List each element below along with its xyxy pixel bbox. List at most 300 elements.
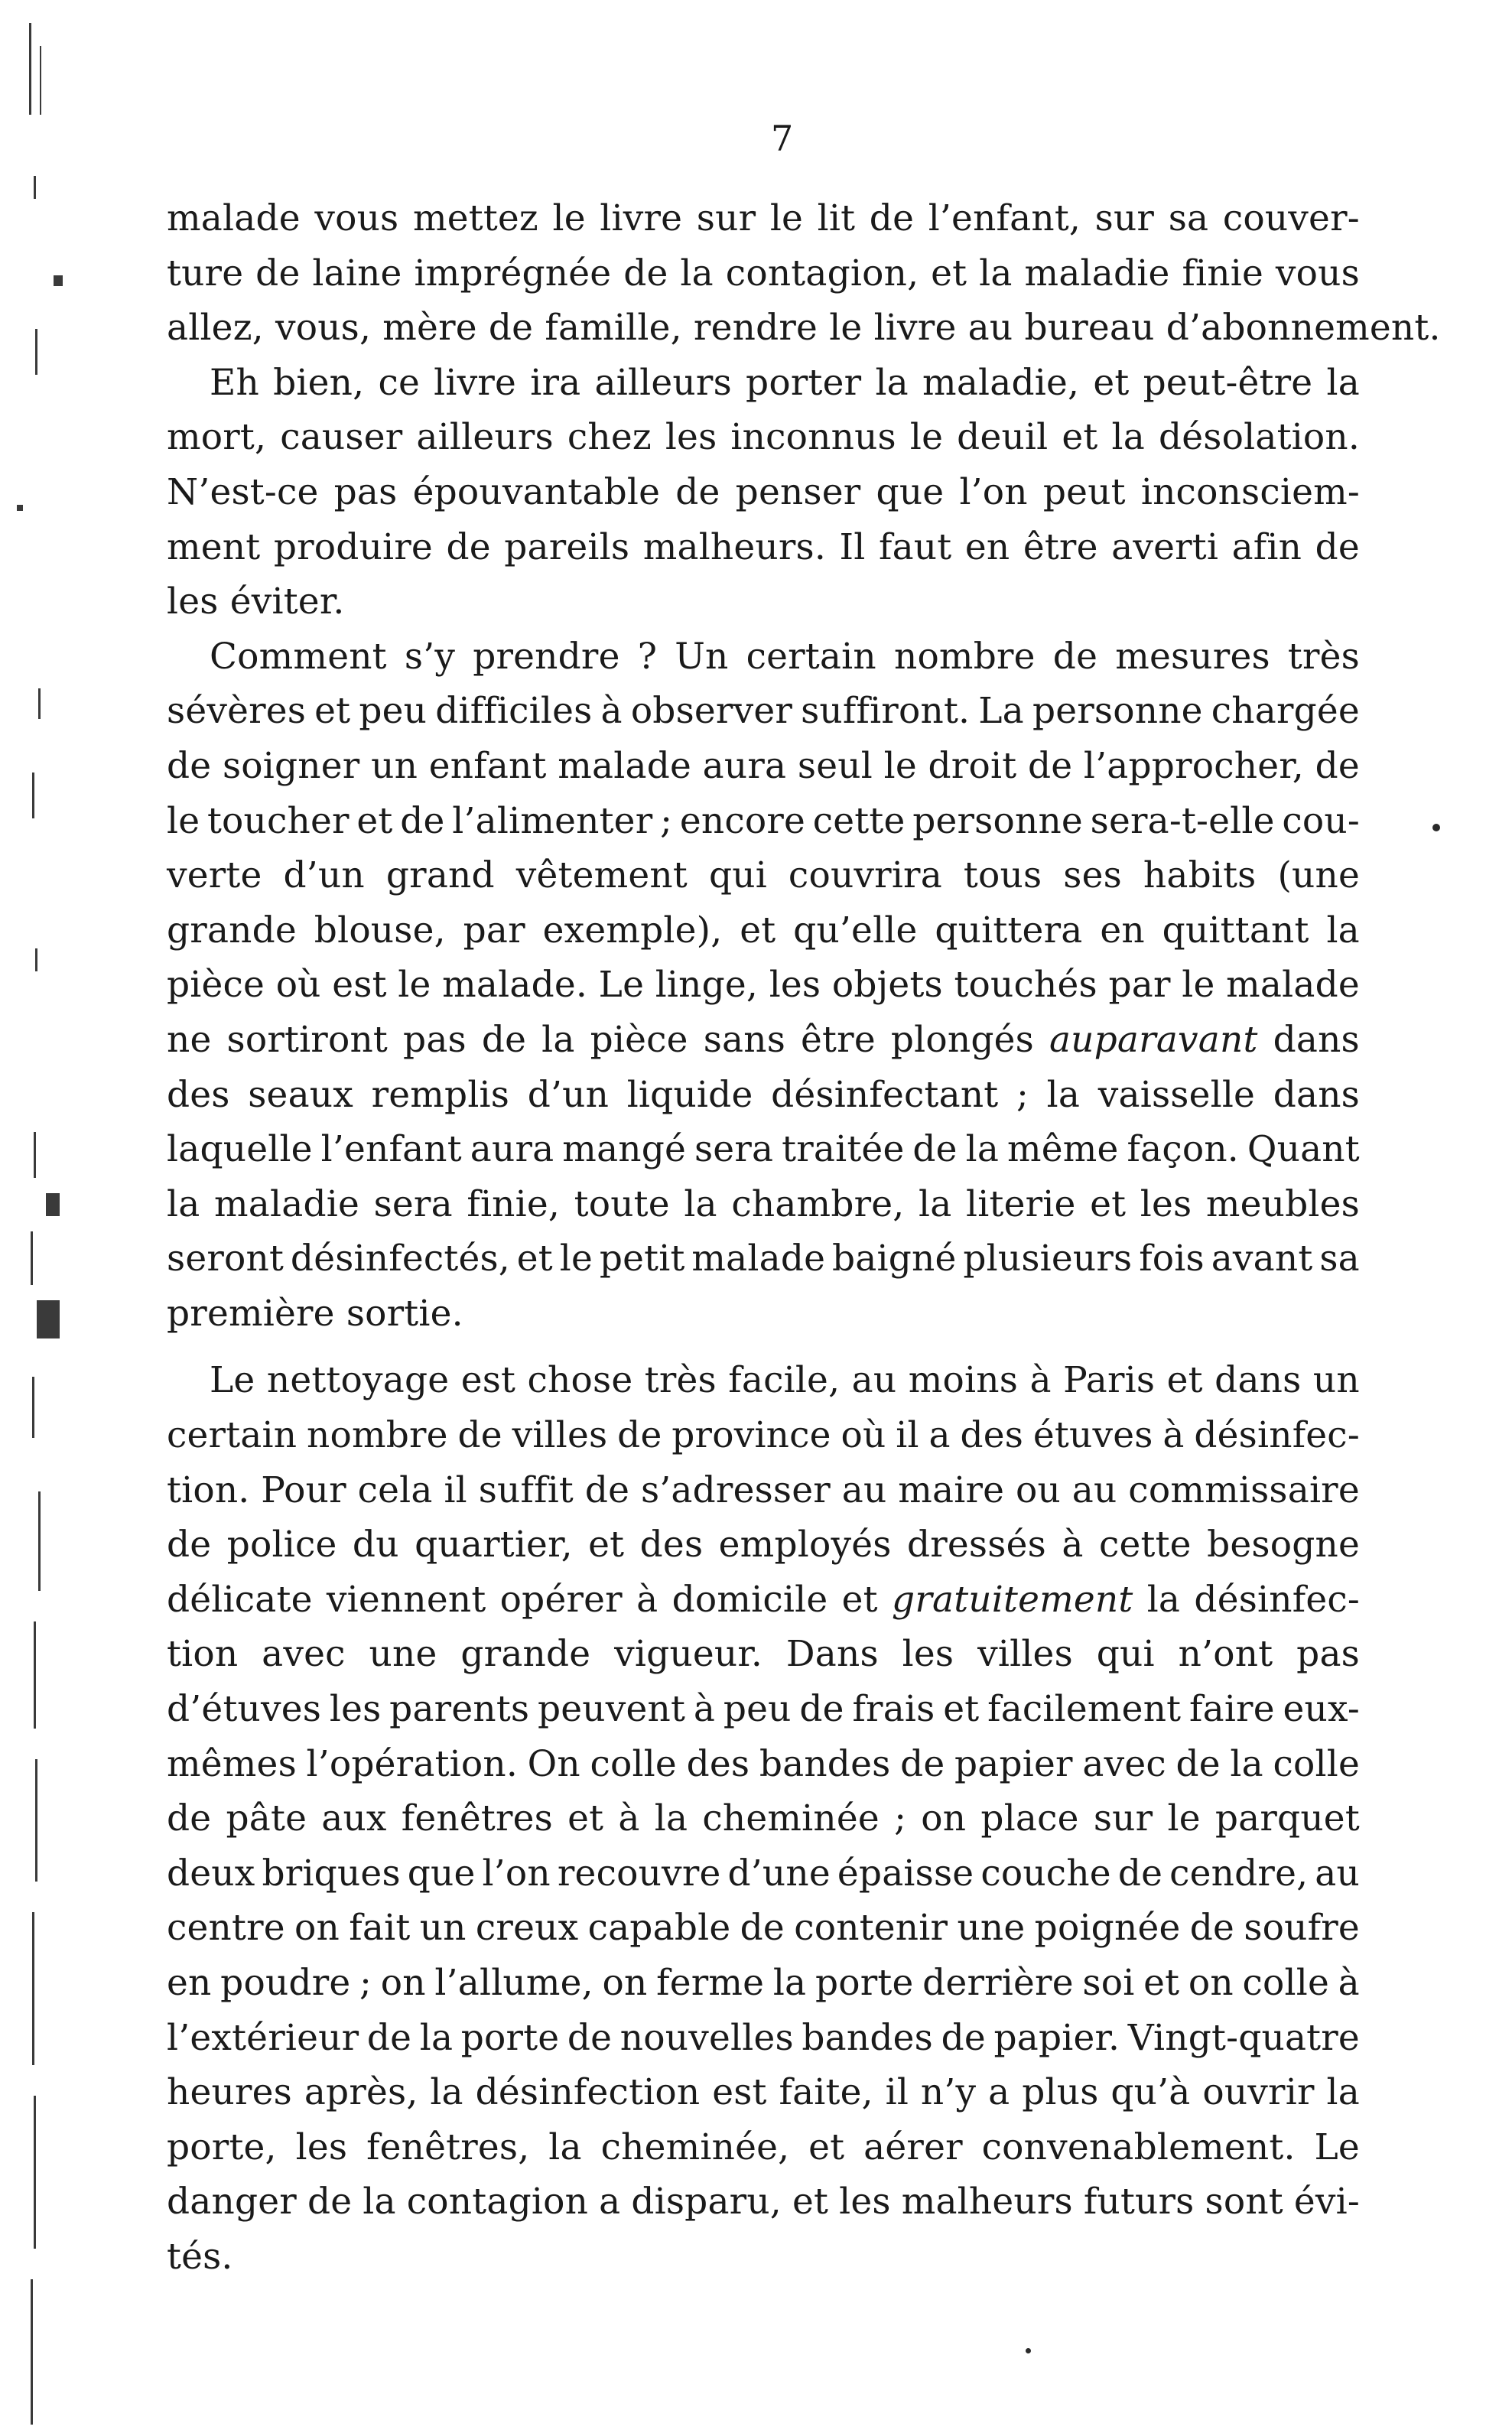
word: produire [273, 525, 433, 568]
word: vous [314, 197, 399, 239]
word: cette [812, 799, 906, 842]
word: d’un [527, 1073, 610, 1116]
text-line [167, 356, 1360, 411]
word: facile, [728, 1359, 841, 1402]
word: recouvre [557, 1852, 721, 1895]
word: colle [590, 1742, 677, 1785]
text-line [167, 2011, 1360, 2066]
word: de [617, 1414, 662, 1457]
word: aura [470, 1128, 554, 1171]
word: l’approcher, [1083, 744, 1304, 787]
word: première [167, 1292, 335, 1335]
word: chez [567, 416, 652, 459]
word: de [1027, 744, 1073, 787]
word: la [167, 1182, 200, 1225]
word: avec [1082, 1742, 1166, 1785]
text-line [167, 1463, 1360, 1518]
word: on [602, 1962, 648, 2004]
word: de [400, 799, 445, 842]
word: étuves [1032, 1414, 1153, 1457]
word: à [1338, 1962, 1360, 2004]
word: tion. [167, 1469, 250, 1511]
text-line [167, 1122, 1360, 1177]
text-line [167, 2065, 1360, 2120]
word: de [623, 252, 668, 294]
word: seaux [248, 1073, 353, 1116]
word: sortie. [346, 1292, 463, 1335]
word: objets [831, 964, 943, 1007]
word: parents [389, 1688, 530, 1731]
italic-word: auparavant [1049, 1018, 1258, 1061]
word: ses [1063, 854, 1122, 897]
word: au [967, 307, 1013, 350]
word: afin [1231, 525, 1302, 568]
word: désinfection [475, 2071, 701, 2114]
word: on [921, 1797, 967, 1840]
word: l’extérieur [167, 2016, 359, 2059]
word: cheminée, [600, 2126, 790, 2168]
text-line [167, 1177, 1360, 1232]
word: de [446, 525, 491, 568]
word: papier [954, 1742, 1073, 1785]
word: sans [703, 1018, 786, 1061]
word: l’enfant [320, 1128, 462, 1171]
word: les [295, 2126, 348, 2168]
text-line [167, 1286, 1360, 1342]
word: inconsciem- [1140, 470, 1360, 513]
word: la [1326, 2071, 1360, 2114]
word: et [1143, 1962, 1180, 2004]
word: délicate [167, 1578, 313, 1621]
word: sortiront [226, 1018, 389, 1061]
word: deux [167, 1852, 255, 1895]
word: pareils [504, 525, 630, 568]
word: et [841, 1578, 878, 1621]
word: convenablement. [981, 2126, 1296, 2168]
word: Un [675, 635, 729, 678]
word: plusieurs [963, 1238, 1133, 1280]
word: briques [262, 1852, 401, 1895]
word: a [988, 2071, 1010, 2114]
word: qui [1096, 1633, 1155, 1676]
word: lit [817, 197, 856, 239]
word: et [808, 2126, 845, 2168]
word: avant [1211, 1238, 1313, 1280]
word: Le [1314, 2126, 1360, 2168]
word: ouvrir [1202, 2071, 1315, 2114]
word: des [960, 1414, 1024, 1457]
word: de [799, 1688, 844, 1731]
word: ira [530, 361, 581, 404]
text-line [167, 1068, 1360, 1123]
word: faite, [779, 2071, 873, 2114]
word: on [294, 1907, 340, 1950]
word: plongés [890, 1018, 1034, 1061]
word: et [356, 799, 393, 842]
word: n’ont [1178, 1633, 1273, 1676]
word: au [841, 1469, 887, 1511]
word: la [1146, 1578, 1181, 1621]
word: aérer [863, 2126, 963, 2168]
word: une [369, 1633, 437, 1676]
word: livre [434, 361, 517, 404]
word: quittant [1162, 909, 1309, 951]
word: livre [873, 307, 957, 350]
word: à [618, 1797, 640, 1840]
word: sa [1319, 1238, 1360, 1280]
word: disparu, [631, 2181, 782, 2223]
word: à [636, 1578, 658, 1621]
word: villes [977, 1633, 1073, 1676]
text-line [167, 574, 1360, 629]
word: malade. [442, 964, 588, 1007]
word: petit [599, 1238, 685, 1280]
word: personne [1032, 690, 1203, 733]
word: faire [1189, 1688, 1275, 1731]
ink-speck [1432, 824, 1440, 831]
word: après, [304, 2071, 418, 2114]
word: ; [894, 1797, 907, 1840]
word: n’y [920, 2071, 977, 2114]
word: baigné [831, 1238, 957, 1280]
word: d’un [283, 854, 365, 897]
word: derrière [922, 1962, 1074, 2004]
word: la [684, 1182, 717, 1225]
word: quartier, [415, 1524, 573, 1566]
word: besogne [1207, 1524, 1360, 1566]
word: soigner [222, 744, 360, 787]
text-line [167, 1408, 1360, 1463]
word: poudre [220, 1962, 351, 2004]
word: au [1315, 1852, 1360, 1895]
word: mort, [167, 416, 267, 459]
word: creux [475, 1907, 579, 1950]
word: la [1326, 361, 1360, 404]
word: dans [1214, 1359, 1302, 1402]
word: désinfec- [1194, 1578, 1360, 1621]
word: épaisse [837, 1852, 974, 1895]
text-line [167, 1901, 1360, 1956]
word: contagion, [725, 252, 919, 294]
word: que [876, 470, 945, 513]
word: Il [839, 525, 866, 568]
text-line [167, 629, 1360, 685]
word: droit [928, 744, 1017, 787]
word: soufre [1244, 1907, 1360, 1950]
word: et [931, 252, 967, 294]
word: Quant [1247, 1128, 1360, 1171]
word: inconnus [730, 416, 896, 459]
word: et [1062, 416, 1098, 459]
word: employés [718, 1524, 892, 1566]
word: ; [1016, 1073, 1029, 1116]
word: observer [630, 690, 793, 733]
text-line [167, 301, 1441, 356]
word: cette [1098, 1524, 1192, 1566]
word: l’enfant, [928, 197, 1081, 239]
word: de [567, 2016, 613, 2059]
word: de [1315, 525, 1360, 568]
word: la [1111, 416, 1145, 459]
word: éviter. [229, 581, 345, 623]
word: tous [963, 854, 1042, 897]
word: est [712, 2071, 767, 2114]
word: (une [1277, 854, 1360, 897]
word: la [680, 252, 714, 294]
word: et [1166, 1359, 1203, 1402]
word: être [1023, 525, 1098, 568]
word: tés. [167, 2235, 233, 2278]
word: meubles [1205, 1182, 1360, 1225]
word: nouvelles [619, 2016, 794, 2059]
word: les [769, 964, 821, 1007]
text-line [167, 2120, 1360, 2175]
word: imprégnée [414, 252, 612, 294]
word: porte [460, 2016, 560, 2059]
word: de [366, 2016, 412, 2059]
word: pièce [590, 1018, 688, 1061]
text-line [167, 684, 1360, 739]
word: de [457, 1414, 502, 1457]
word: de [1315, 744, 1360, 787]
word: les [902, 1633, 954, 1676]
word: encore [679, 799, 806, 842]
word: et [314, 690, 351, 733]
word: averti [1111, 525, 1219, 568]
word: Comment [210, 635, 387, 678]
word: couver- [1222, 197, 1360, 239]
word: On [527, 1742, 580, 1785]
word: du [352, 1524, 399, 1566]
word: et [1093, 361, 1130, 404]
word: malheurs [901, 2181, 1073, 2223]
word: le [829, 307, 863, 350]
word: la [875, 361, 909, 404]
word: sera-t-elle [1090, 799, 1275, 842]
word: ture [167, 252, 244, 294]
word: maladie [1024, 252, 1170, 294]
word: porte [815, 1962, 914, 2004]
word: linge, [655, 964, 759, 1007]
text-line [167, 191, 1360, 246]
word: à [693, 1688, 716, 1731]
word: malade [558, 744, 691, 787]
word: ailleurs [416, 416, 554, 459]
word: pièce [167, 964, 265, 1007]
word: à [1062, 1524, 1084, 1566]
word: vous [1275, 252, 1360, 294]
word: contagion [406, 2181, 589, 2223]
word: maladie [214, 1182, 359, 1225]
word: au [851, 1359, 897, 1402]
text-line [167, 1627, 1360, 1682]
word: la [363, 2181, 396, 2223]
word: et [792, 2181, 829, 2223]
word: malade [691, 1238, 826, 1280]
word: s’y [404, 635, 456, 678]
word: il [885, 2071, 909, 2114]
word: maire [898, 1469, 1005, 1511]
word: un [1312, 1359, 1360, 1402]
word: en [964, 525, 1010, 568]
word: penser [735, 470, 861, 513]
word: seul [797, 744, 873, 787]
word: Vingt-quatre [1127, 2016, 1360, 2059]
word: suffiront. [801, 690, 971, 733]
word: les [329, 1688, 382, 1731]
word: couche [980, 1852, 1111, 1895]
word: bureau [1024, 307, 1155, 350]
word: aux [321, 1797, 387, 1840]
word: sur [1094, 197, 1155, 239]
text-line [167, 465, 1360, 520]
word: épouvantable [412, 470, 661, 513]
word: pas [1296, 1633, 1360, 1676]
word: les [665, 416, 717, 459]
text-line [167, 246, 1360, 301]
word: sera [373, 1182, 453, 1225]
word: deuil [957, 416, 1049, 459]
word: facilement [987, 1688, 1182, 1731]
word: qu’à [1110, 2071, 1191, 2114]
word: les [839, 2181, 891, 2223]
word: désolation. [1159, 416, 1360, 459]
word: fenêtres [401, 1797, 553, 1840]
word: pâte [226, 1797, 307, 1840]
word: fois [1139, 1238, 1205, 1280]
italic-word: gratuitement [892, 1578, 1133, 1621]
word: mesures [1115, 635, 1270, 678]
word: heures [167, 2071, 292, 2114]
word: peuvent [538, 1688, 686, 1731]
word: le [552, 197, 586, 239]
word: les [1140, 1182, 1192, 1225]
word: il [896, 1414, 919, 1457]
word: s’adresser [640, 1469, 831, 1511]
word: il [444, 1469, 467, 1511]
word: la [548, 2126, 582, 2168]
word: touchés [954, 964, 1097, 1007]
word: peu [723, 1688, 792, 1731]
text-line [167, 1846, 1360, 1901]
word: le [167, 799, 200, 842]
word: ailleurs [594, 361, 732, 404]
word: mêmes [167, 1742, 297, 1785]
word: poignée [1034, 1907, 1181, 1950]
text-line [167, 1353, 1360, 1408]
word: bandes [802, 2016, 933, 2059]
word: des [639, 1524, 704, 1566]
word: police [226, 1524, 337, 1566]
word: liquide [626, 1073, 753, 1116]
word: chambre, [731, 1182, 905, 1225]
word: la [919, 1182, 952, 1225]
word: les [167, 581, 219, 623]
word: sur [1093, 1797, 1153, 1840]
word: vous, [275, 307, 372, 350]
word: mangé [562, 1128, 687, 1171]
word: bien, [273, 361, 365, 404]
text-line [167, 1231, 1360, 1286]
page-number: 7 [771, 118, 794, 159]
word: Dans [785, 1633, 879, 1676]
word: nombre [307, 1414, 448, 1457]
word: une [957, 1907, 1026, 1950]
word: sont [1205, 2181, 1283, 2223]
word: causer [280, 416, 403, 459]
word: la [654, 1797, 688, 1840]
word: et [740, 909, 776, 951]
word: de [1117, 1852, 1163, 1895]
word: de [167, 1524, 212, 1566]
word: le [883, 744, 917, 787]
word: et [588, 1524, 625, 1566]
word: désinfectés, [290, 1238, 510, 1280]
word: moins [908, 1359, 1019, 1402]
word: grand [385, 854, 495, 897]
word: la [1326, 909, 1360, 951]
word: couvrira [788, 854, 942, 897]
word: un [371, 744, 418, 787]
word: la [979, 252, 1013, 294]
word: d’étuves [167, 1688, 322, 1731]
word: ou [1016, 1469, 1061, 1511]
word: Eh [210, 361, 259, 404]
word: faut [878, 525, 952, 568]
word: finie [1182, 252, 1263, 294]
word: domicile [671, 1578, 828, 1621]
word: enfant [428, 744, 547, 787]
word: le [559, 1238, 593, 1280]
text-line [167, 903, 1360, 958]
word: certain [167, 1414, 298, 1457]
word: opérer [499, 1578, 623, 1621]
word: verte [167, 854, 262, 897]
word: dressés [906, 1524, 1046, 1566]
text-line [167, 410, 1360, 465]
word: on [380, 1962, 426, 2004]
word: même [1007, 1128, 1119, 1171]
word: ment [167, 525, 261, 568]
word: habits [1143, 854, 1257, 897]
word: bandes [759, 1742, 891, 1785]
word: dans [1273, 1073, 1360, 1116]
word: d’abonnement. [1166, 307, 1441, 350]
body-text [167, 191, 1441, 2285]
word: toucher [206, 799, 350, 842]
word: Le [210, 1359, 255, 1402]
word: viennent [326, 1578, 486, 1621]
word: où [841, 1414, 886, 1457]
word: vêtement [515, 854, 688, 897]
text-line [167, 1737, 1360, 1792]
word: prendre [473, 635, 620, 678]
text-line [167, 1682, 1360, 1737]
word: par [1108, 964, 1171, 1007]
word: livre [600, 197, 683, 239]
text-line [167, 848, 1360, 903]
word: finie, [467, 1182, 561, 1225]
word: eux- [1283, 1688, 1360, 1731]
text-line [167, 1517, 1360, 1573]
word: capable [587, 1907, 731, 1950]
word: à [1029, 1359, 1052, 1402]
word: laquelle [167, 1128, 313, 1171]
word: à [1162, 1414, 1185, 1457]
word: mettez [412, 197, 538, 239]
word: centre [167, 1907, 285, 1950]
text-line [167, 1013, 1360, 1068]
